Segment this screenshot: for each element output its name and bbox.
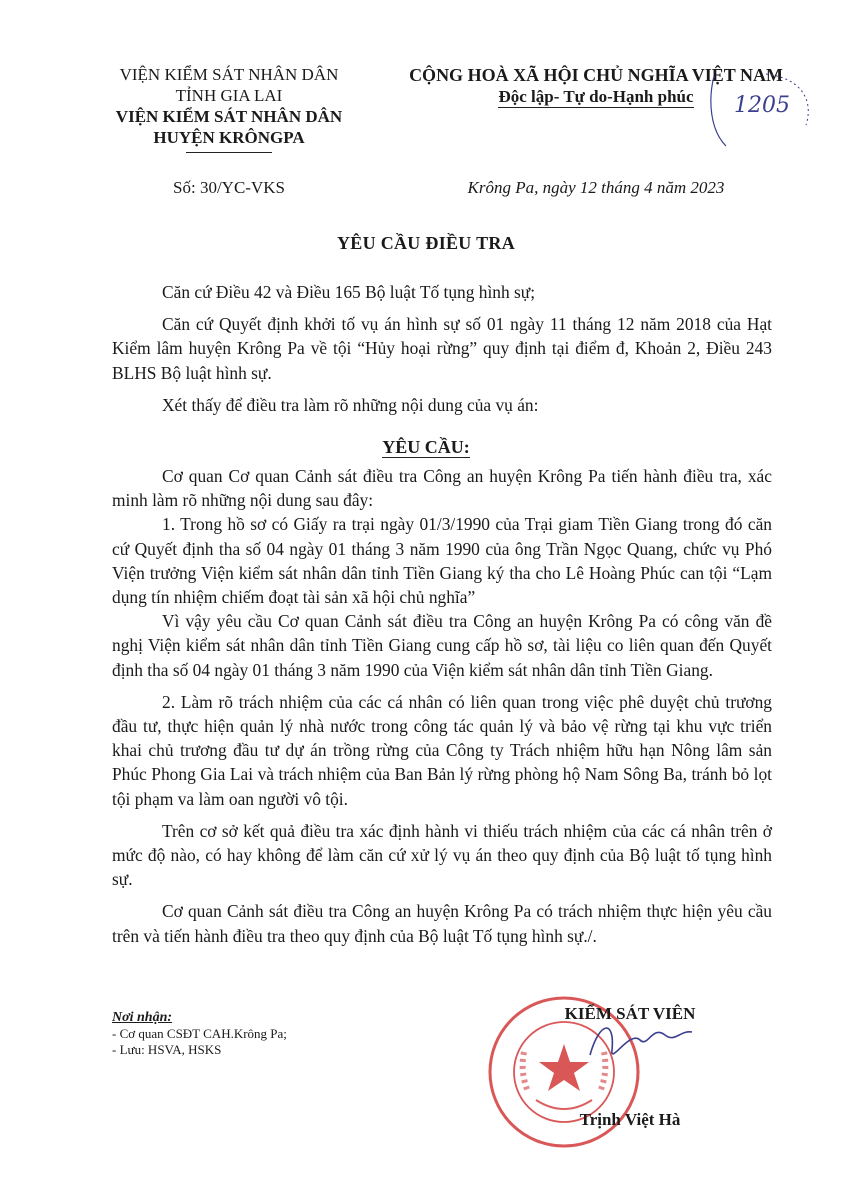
agency-line-2: TỈNH GIA LAI bbox=[175, 86, 283, 105]
motto-text: Độc lập- Tự do-Hạnh phúc bbox=[498, 87, 694, 106]
paragraph-4: 2. Làm rõ trách nhiệm của các cá nhân có liên quan trong việc phê duyệt chủ trương đầu tư, thực hiện quản lý nhà nước trong công tác quản lý và bảo vệ rừng tại khu vực triển khai chủ trương đầu tư dự án trồng rừng của Công ty Trách nhiệm hữu hạn Nông lâm sản Phúc Phong Gia Lai và trách nhiệm của Ban Bản lý rừng phòng hộ Nam Sông Ba, tránh bỏ lọt tội phạm va làm oan người vô tội. bbox=[112, 691, 772, 809]
basis-2: Căn cứ Quyết định khởi tố vụ án hình sự số 01 ngày 11 tháng 12 năm 2018 của Hạt Kiểm lâm huyện Krông Pa về tội “Hủy hoại rừng” quy định tại điểm đ, Khoản 2, Điều 243 BLHS Bộ luật hình sự. bbox=[112, 314, 772, 383]
recipients-block bbox=[112, 1010, 287, 1058]
recipients-title: Nơi nhận: bbox=[112, 1010, 173, 1025]
document-title: YÊU CẦU ĐIỀU TRA bbox=[337, 233, 515, 253]
paragraph-5: Trên cơ sở kết quả điều tra xác định hành vi thiếu trách nhiệm của các cá nhân trên ở mức độ nào, có hay không để làm căn cứ xử lý vụ án theo quy định của Bộ luật tố tụng hình sự. bbox=[112, 820, 772, 890]
basis-1: Căn cứ Điều 42 và Điều 165 Bộ luật Tố tụng hình sự; bbox=[162, 282, 536, 302]
recipient-2: - Lưu: HSVA, HSKS bbox=[112, 1042, 222, 1057]
basis-3: Xét thấy để điều tra làm rõ những nội dung của vụ án: bbox=[162, 394, 539, 415]
paragraph-3: Vì vậy yêu cầu Cơ quan Cảnh sát điều tra Công an huyện Krông Pa có công văn đề nghị Viện kiểm sát nhân dân tỉnh Tiền Giang cung cấp hồ sơ, tài liệu co liên quan đến Quyết định tha số 04 ngày 01 tháng 3 năm 1990 của Viện kiểm sát nhân dân tỉnh Tiền Giang. bbox=[112, 611, 772, 680]
agency-line-3: VIỆN KIỂM SÁT NHÂN DÂN bbox=[115, 107, 343, 126]
document-number: Số: 30/YC-VKS bbox=[173, 178, 285, 197]
handwritten-number: 1205 bbox=[734, 93, 790, 118]
requirements-heading bbox=[0, 437, 852, 458]
place-date: Krông Pa, ngày 12 tháng 4 năm 2023 bbox=[467, 178, 725, 197]
agency-underline bbox=[186, 152, 272, 153]
paragraph-1: Cơ quan Cơ quan Cảnh sát điều tra Công an huyện Krông Pa tiến hành điều tra, xác minh làm rõ những nội dung sau đây: bbox=[112, 466, 772, 511]
agency-line-4: HUYỆN KRÔNGPA bbox=[153, 128, 305, 147]
signature bbox=[580, 1010, 700, 1070]
nation-title: CỘNG HOÀ XÃ HỘI CHỦ NGHĨA VIỆT NAM bbox=[409, 65, 783, 85]
handwritten-number-mark bbox=[706, 70, 816, 150]
signer-title: KIỂM SÁT VIÊN bbox=[564, 1004, 696, 1023]
agency-line-1: VIỆN KIỂM SÁT NHÂN DÂN bbox=[119, 65, 339, 84]
basis-section bbox=[112, 280, 772, 417]
paragraph-6: Cơ quan Cảnh sát điều tra Công an huyện Krông Pa có trách nhiệm thực hiện yêu cầu trên và tiến hành điều tra theo quy định của Bộ luật Tố tụng hình sự./. bbox=[112, 901, 772, 946]
agency-block bbox=[100, 64, 358, 148]
recipient-1: - Cơ quan CSĐT CAH.Krông Pa; bbox=[112, 1026, 287, 1041]
requirements-heading-text: YÊU CẦU: bbox=[382, 437, 470, 457]
paragraph-2: 1. Trong hồ sơ có Giấy ra trại ngày 01/3/1990 của Trại giam Tiền Giang trong đó căn cứ Quyết định tha số 04 ngày 01 tháng 3 năm 1990 của ông Trần Ngọc Quang, chức vụ Phó Viện trưởng Viện kiểm sát nhân dân tỉnh Tiền Giang ký tha cho Lê Hoàng Phúc can tội “Lạm dụng tín nhiệm chiếm đoạt tài sản xã hội chủ nghĩa” bbox=[112, 514, 772, 608]
requirements-body bbox=[112, 464, 772, 948]
signer-name: Trịnh Việt Hà bbox=[579, 1110, 681, 1129]
